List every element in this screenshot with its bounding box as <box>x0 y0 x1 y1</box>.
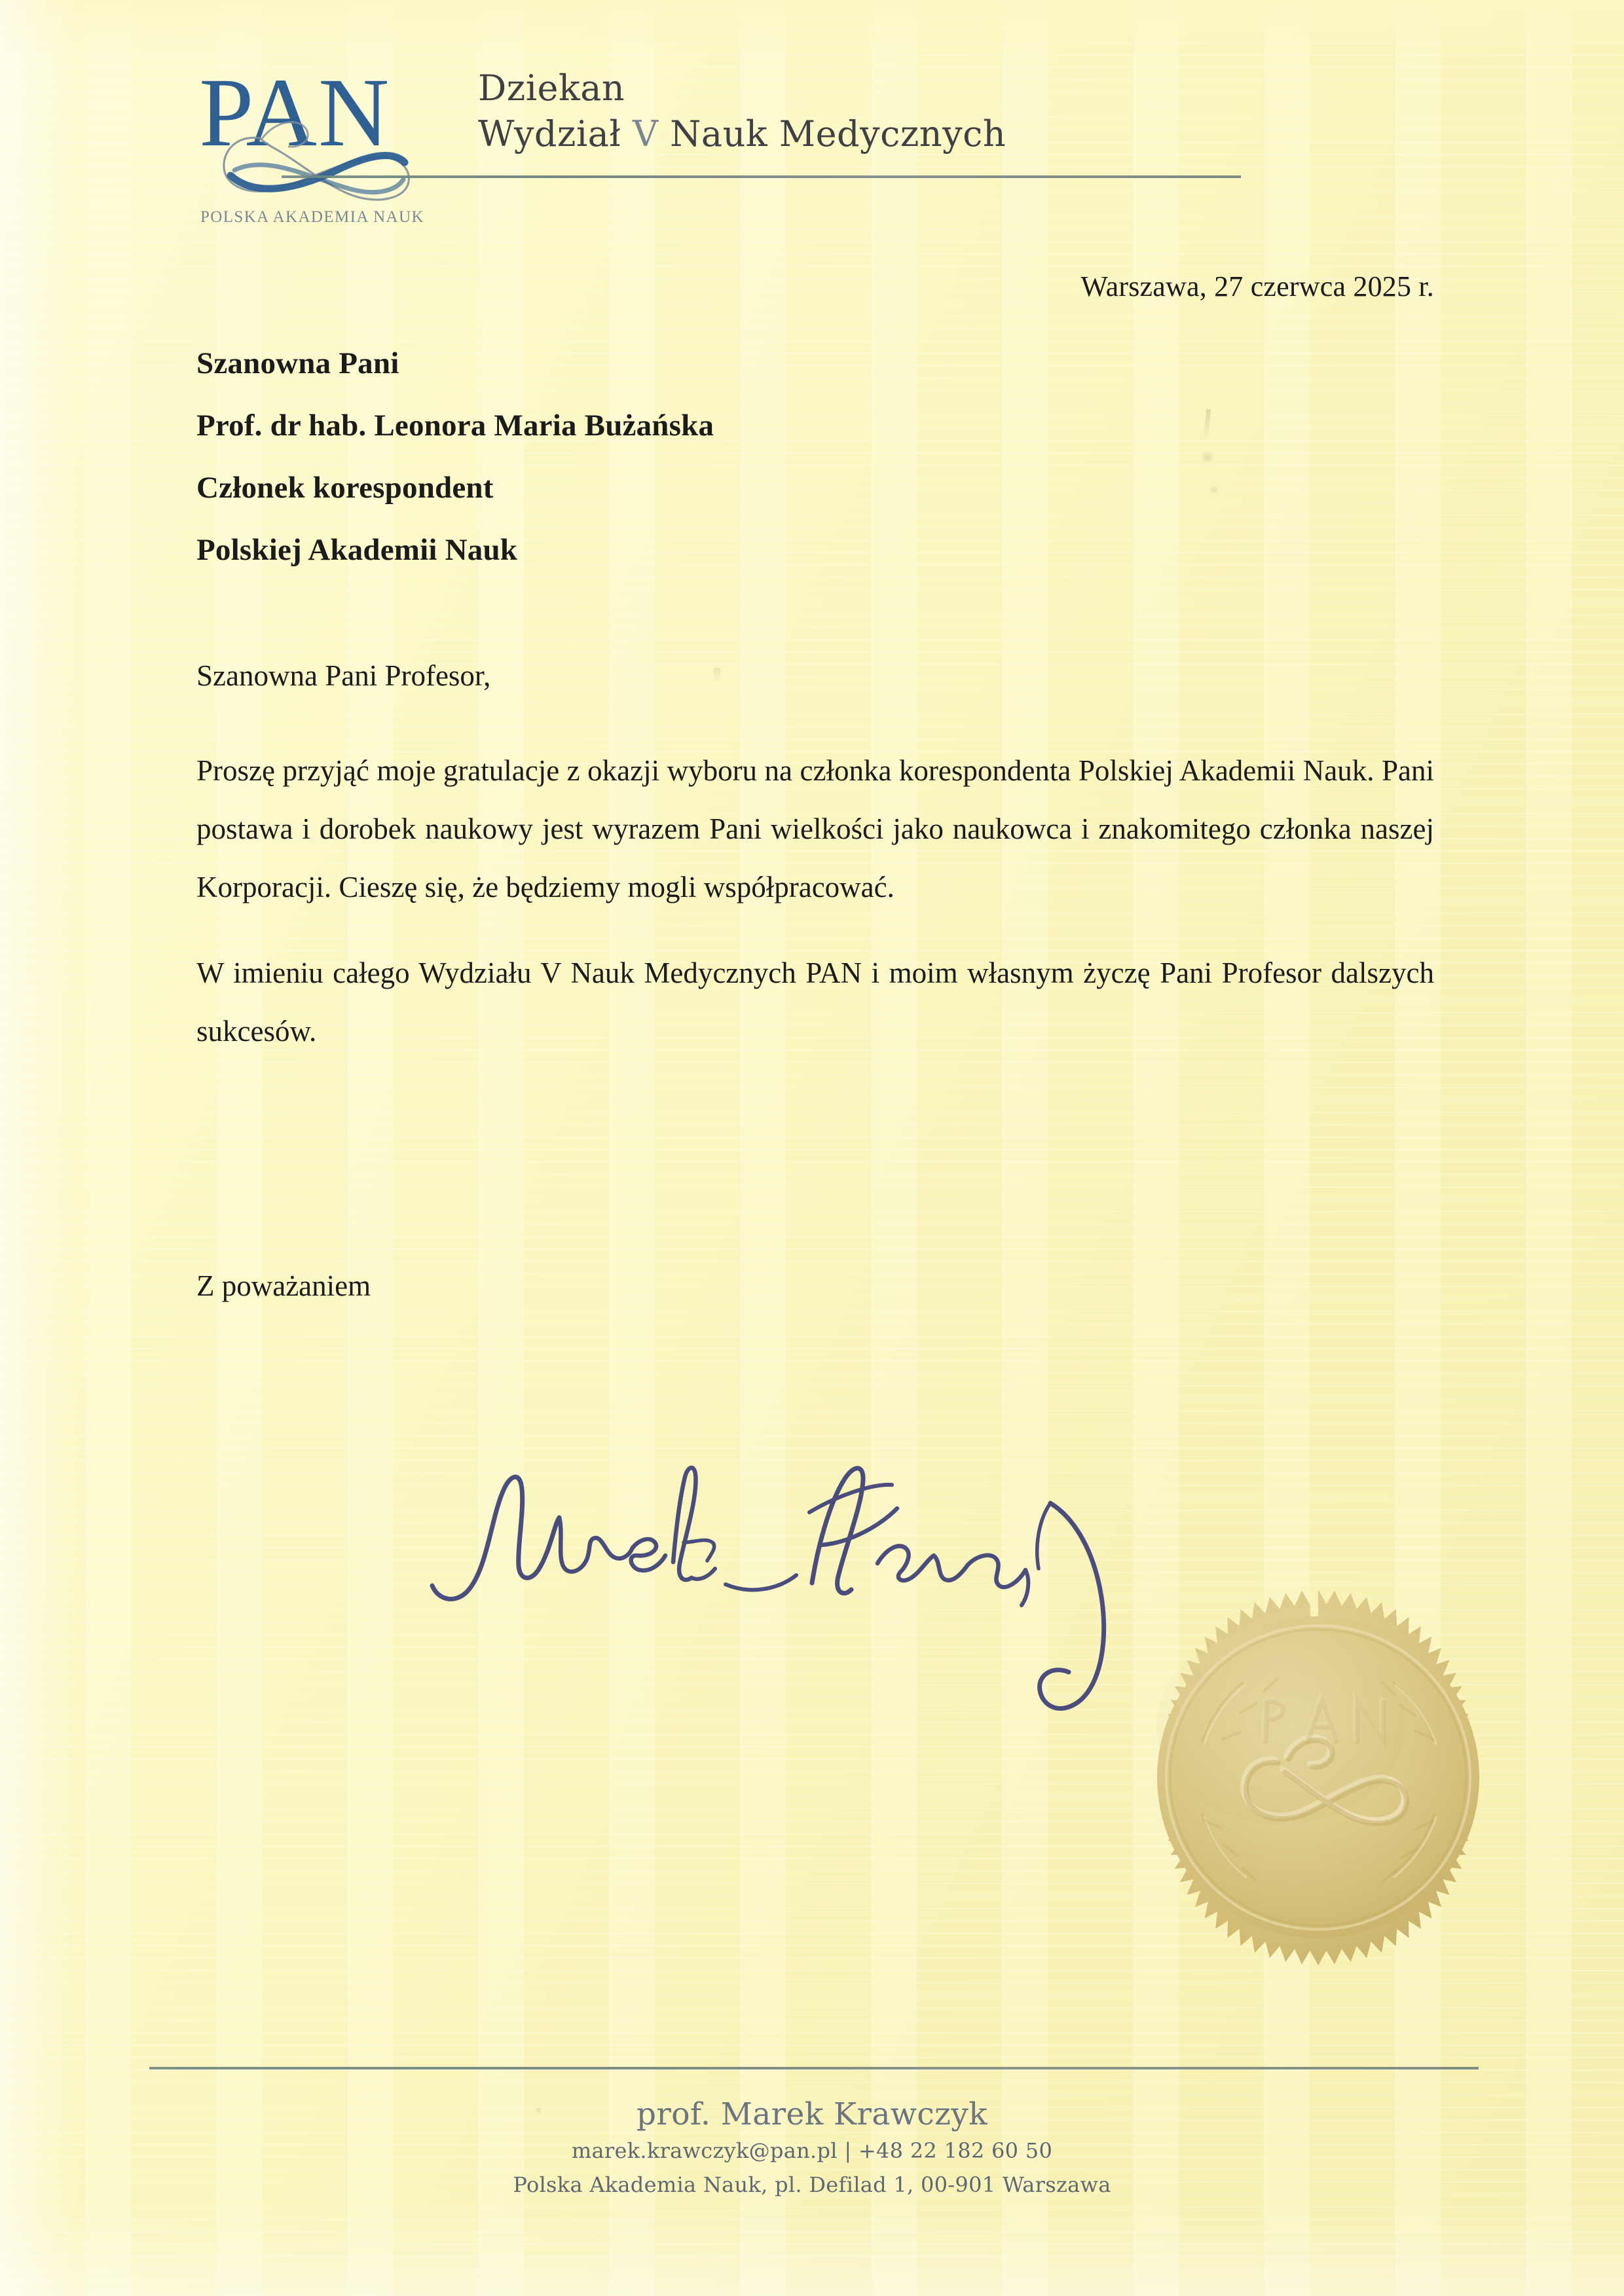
pan-infinity-logo <box>196 59 432 242</box>
letter-body <box>196 661 1434 1061</box>
pan-logo-caption: POLSKA AKADEMIA NAUK <box>200 208 424 226</box>
footer-divider <box>149 2067 1479 2069</box>
footer-name: prof. Marek Krawczyk <box>636 2096 988 2132</box>
footer <box>0 2095 1624 2202</box>
faculty-numeral: V <box>633 113 659 155</box>
dean-role-line <box>478 65 1441 111</box>
dean-role: Dziekan <box>478 67 625 109</box>
svg-text:PAN: PAN <box>199 59 391 167</box>
handwritten-signature <box>419 1421 1179 1787</box>
faculty-line <box>478 111 1441 157</box>
letterhead <box>196 46 1441 242</box>
footer-contact: marek.krawczyk@pan.pl | +48 22 182 60 50 <box>571 2138 1053 2164</box>
footer-address: Polska Akademia Nauk, pl. Defilad 1, 00-901 Warszawa <box>513 2172 1111 2197</box>
faculty-suffix: Nauk Medycznych <box>670 113 1006 155</box>
header-divider <box>282 175 1241 178</box>
salutation: Szanowna Pani Profesor, <box>196 659 491 692</box>
body-paragraph: W imieniu całego Wydziału V Nauk Medycznych PAN i moim własnym życzę Pani Profesor dalszych sukcesów. <box>196 957 1434 1048</box>
body-paragraph: Proszę przyjąć moje gratulacje z okazji wyboru na członka korespondenta Polskiej Akademii Nauk. Pani postawa i dorobek naukowy jest wyrazem Pani wielkości jako naukowca i znakomitego członka naszej Korporacji. Cieszę się, że będziemy mogli współpracować. <box>196 754 1434 904</box>
addressee-line: Prof. dr hab. Leonora Maria Bużańska <box>196 408 714 443</box>
closing-line: Z poważaniem <box>196 1269 371 1302</box>
faculty-prefix: Wydział <box>478 113 621 155</box>
addressee-line: Członek korespondent <box>196 470 494 505</box>
addressee-line: Szanowna Pani <box>196 346 399 380</box>
embossed-gold-seal <box>1125 1584 1511 1971</box>
addressee-line: Polskiej Akademii Nauk <box>196 532 518 567</box>
scan-bottom-fade <box>0 2204 1624 2296</box>
scan-left-glow <box>0 0 79 2296</box>
department-heading <box>478 65 1441 157</box>
addressee-block <box>196 333 1244 581</box>
date-line: Warszawa, 27 czerwca 2025 r. <box>1080 270 1434 302</box>
